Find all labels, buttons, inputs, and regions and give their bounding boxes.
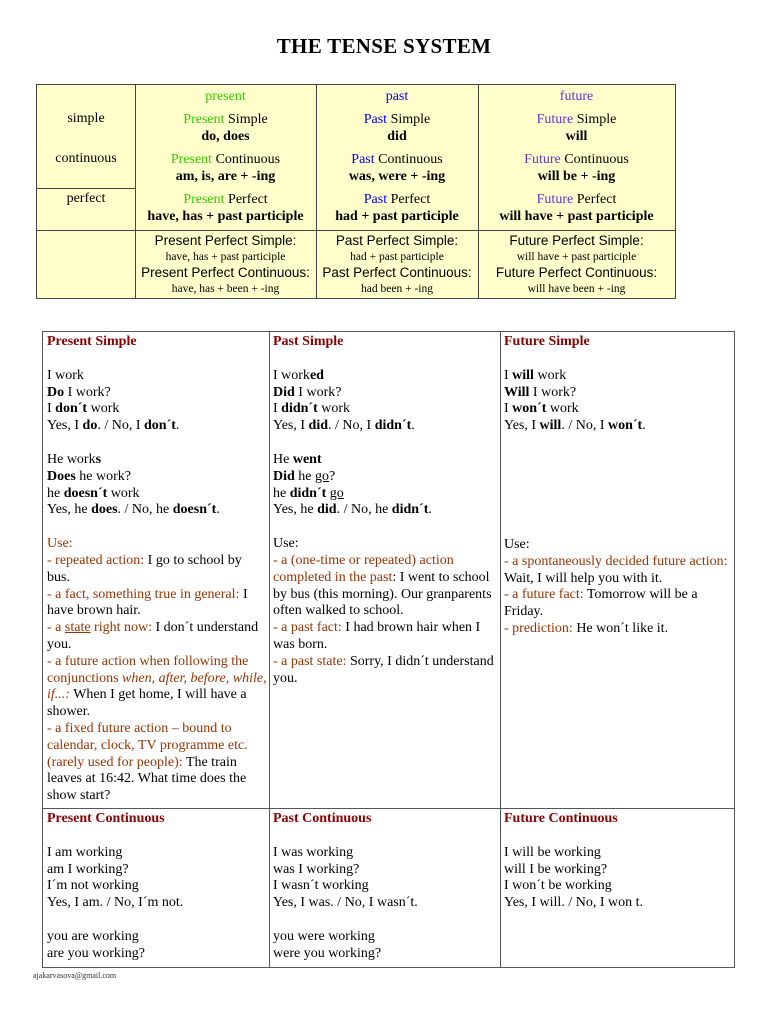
present-continuous-heading: Present Continuous [47, 811, 165, 826]
example-line: was I working? [273, 861, 360, 877]
use-item: - a fixed future action – bound to calendar, clock, TV programme etc. (rarely used for people): The train leaves at 16:42. What time does the show start? [47, 720, 248, 804]
example-line: Did he go? [273, 468, 336, 484]
use-item: - a past fact: I had brown hair when I was born. [273, 620, 481, 652]
past-simple-column [273, 334, 497, 687]
past-continuous-heading: Past Continuous [273, 811, 372, 826]
example-line: he doesn´t work [47, 485, 140, 501]
use-label: Use: [273, 536, 299, 552]
example-line: were you working? [273, 945, 382, 961]
past-perfect-forms: Past Perfect Simple: had + past participle Past Perfect Continuous: had been + -ing [322, 233, 472, 295]
example-line: Yes, he did. / No, he didn´t. [273, 502, 432, 518]
use-item: - a (one-time or repeated) action completed in the past: I went to school by bus (this morning). Our granparents often walked to school. [273, 552, 492, 619]
example-line: I work [47, 367, 84, 383]
present-simple-column [47, 334, 267, 805]
row-label-simple: simple [67, 111, 105, 126]
use-item: - prediction: He won´t like it. [504, 620, 669, 636]
example-line: I don´t work [47, 401, 120, 417]
present-perfect-cell: Present Perfect have, has + past participle [147, 192, 304, 224]
present-simple-heading: Present Simple [47, 334, 137, 349]
present-perfect-forms: Present Perfect Simple: have, has + past participle Present Perfect Continuous: have, has + been + -ing [141, 233, 310, 295]
future-continuous-cell: Future Continuous will be + -ing [524, 152, 629, 184]
example-line: am I working? [47, 861, 129, 877]
use-item: - a spontaneously decided future action: Wait, I will help you with it. [504, 553, 728, 586]
example-line: Do I work? [47, 384, 111, 400]
example-line: Yes, I am. / No, I´m not. [47, 895, 184, 911]
example-line: I wasn´t working [273, 878, 369, 894]
example-line: I will be working [504, 844, 601, 860]
use-item: - repeated action: I go to school by bus. [47, 552, 242, 585]
present-continuous-column [47, 811, 267, 963]
example-line: He works [47, 451, 102, 467]
future-simple-heading: Future Simple [504, 334, 590, 349]
example-line: Does he work? [47, 468, 131, 484]
example-line: are you working? [47, 945, 145, 961]
use-item: - a future action when following the conjunctions when, after, before, while, if...: When I get home, I will have a shower. [47, 653, 267, 720]
past-continuous-cell: Past Continuous was, were + -ing [348, 152, 446, 184]
use-item: - a future fact: Tomorrow will be a Friday. [504, 587, 698, 620]
example-line: Yes, I do. / No, I don´t. [47, 418, 180, 434]
example-line: I won´t work [504, 401, 579, 417]
header-future: future [559, 89, 594, 104]
example-line: will I be working? [504, 861, 608, 877]
example-line: he didn´t go [273, 485, 344, 501]
example-line: I am working [47, 844, 123, 860]
future-perfect-forms: Future Perfect Simple: will have + past participle Future Perfect Continuous: will have been + -ing [495, 233, 658, 295]
example-line: Yes, I was. / No, I wasn´t. [273, 895, 418, 911]
example-line: I worked [273, 367, 324, 383]
example-line: you are working [47, 928, 139, 944]
use-label: Use: [47, 536, 73, 552]
example-line: you were working [273, 928, 375, 944]
use-item: - a fact, something true in general: I have brown hair. [47, 586, 248, 619]
use-item: - a state right now: I don´t understand you. [47, 620, 259, 652]
past-simple-heading: Past Simple [273, 334, 344, 349]
future-perfect-cell: Future Perfect will have + past participle [499, 192, 654, 224]
header-present: present [205, 89, 246, 104]
row-label-continuous: continuous [55, 151, 117, 166]
footer-email: ajakarvasova@gmail.com [33, 971, 117, 980]
example-line: I´m not working [47, 878, 139, 894]
example-line: Yes, he does. / No, he doesn´t. [47, 502, 220, 518]
future-simple-column [504, 334, 730, 638]
tense-overview-table [36, 84, 676, 299]
example-line: Yes, I did. / No, I didn´t. [273, 418, 415, 434]
present-simple-cell: Present Simple do, does [183, 112, 268, 144]
present-continuous-cell: Present Continuous am, is, are + -ing [170, 152, 281, 184]
example-line: Yes, I will. / No, I won´t. [504, 418, 646, 434]
example-line: I didn´t work [273, 401, 351, 417]
past-simple-cell: Past Simple did [363, 112, 431, 144]
example-line: Yes, I will. / No, I won t. [504, 895, 643, 911]
past-perfect-cell: Past Perfect had + past participle [335, 192, 459, 224]
page-title: THE TENSE SYSTEM [276, 34, 492, 58]
example-line: He went [273, 451, 322, 467]
future-continuous-heading: Future Continuous [504, 811, 618, 826]
use-item: - a past state: Sorry, I didn´t understand you. [273, 653, 494, 686]
example-line: I will work [504, 367, 567, 383]
future-continuous-column [504, 811, 730, 912]
past-continuous-column [273, 811, 497, 963]
row-label-perfect: perfect [66, 191, 106, 206]
example-line: Will I work? [504, 384, 577, 400]
future-simple-cell: Future Simple will [536, 112, 617, 144]
example-line: Did I work? [273, 384, 342, 400]
use-label: Use: [504, 536, 530, 552]
tense-detail-table [42, 331, 735, 968]
example-line: I was working [273, 844, 354, 860]
header-past: past [385, 89, 409, 104]
example-line: I won´t be working [504, 878, 612, 894]
